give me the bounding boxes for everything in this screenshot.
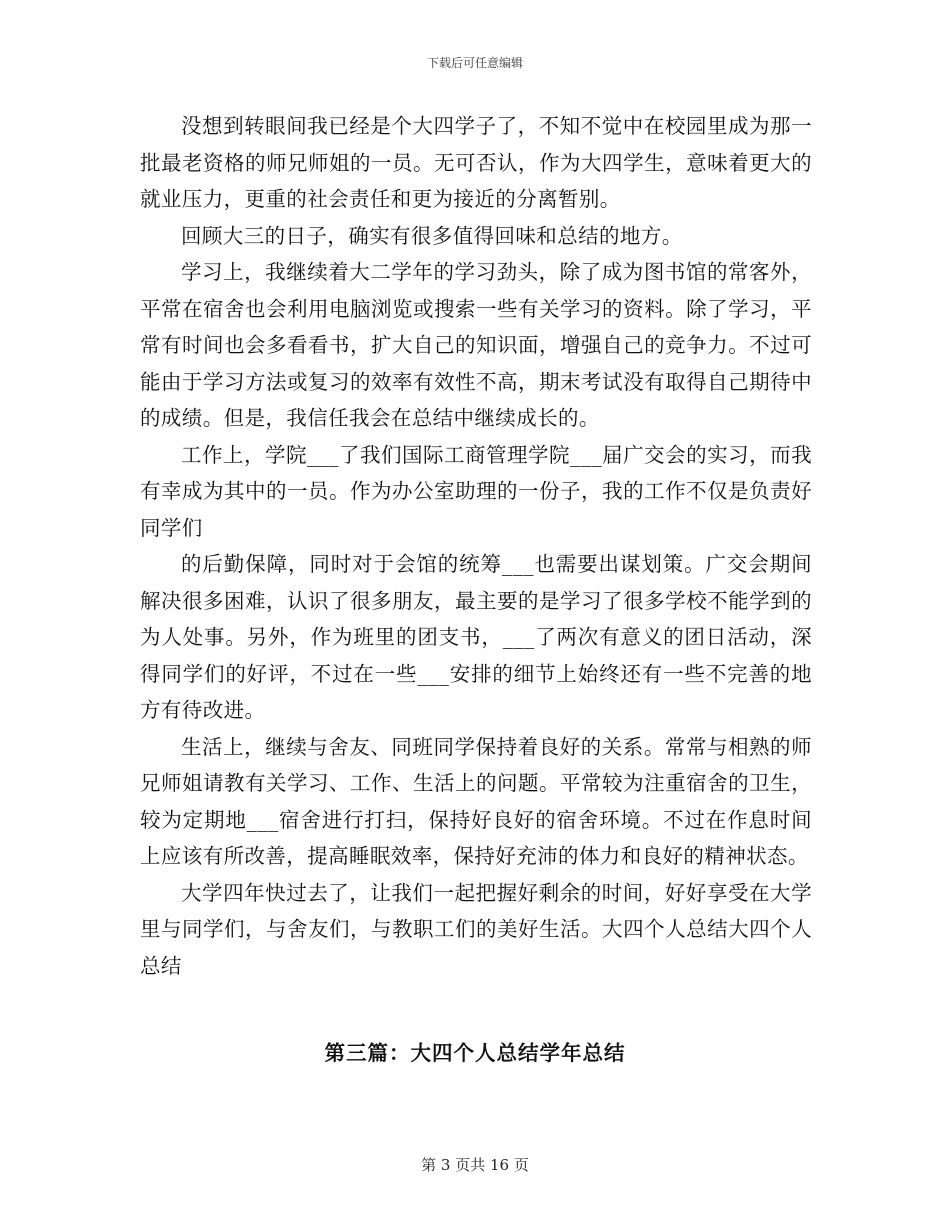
section-title: 第三篇：大四个人总结学年总结 <box>324 1041 626 1065</box>
paragraph-intro: 没想到转眼间我已经是个大四学子了，不知不觉中在校园里成为那一批最老资格的师兄师姐的一员。无可否认，作为大四学生，意味着更大的就业压力，更重的社会责任和更为接近的分离暂别。 <box>140 114 812 211</box>
paragraph-study: 学习上，我继续着大二学年的学习劲头，除了成为图书馆的常客外，平常在宿舍也会利用电脑浏览或搜索一些有关学习的资料。除了学习，平常有时间也会多看看书，扩大自己的知识面，增强自己的竞争力。不过可能由于学习方法或复习的效率有效性不高，期末考试没有取得自己期待中的成绩。但是，我信任我会在总结中继续成长的。 <box>140 260 812 430</box>
paragraph-closing: 大学四年快过去了，让我们一起把握好剩余的时间，好好享受在大学里与同学们，与舍友们，与教职工们的美好生活。大四个人总结大四个人总结 <box>140 880 812 978</box>
page-number: 第 3 页共 16 页 <box>421 1156 529 1174</box>
page-header: 下载后可任意编辑 <box>426 56 523 70</box>
document-body <box>140 108 812 984</box>
paragraph-life: 生活上，继续与舍友、同班同学保持着良好的关系。常常与相熟的师兄师姐请教有关学习、工作、生活上的问题。平常较为注重宿舍的卫生，较为定期地___宿舍进行打扫，保持好良好的宿舍环境。不过在作息时间上应该有所改善，提高睡眠效率，保持好充沛的体力和良好的精神状态。 <box>140 734 812 868</box>
paragraph-work: 工作上，学院___了我们国际工商管理学院___届广交会的实习，而我有幸成为其中的一员。作为办公室助理的一份子，我的工作不仅是负责好同学们 <box>140 442 812 540</box>
paragraph-work-continued: 的后勤保障，同时对于会馆的统筹___也需要出谋划策。广交会期间解决很多困难，认识了很多朋友，最主要的是学习了很多学校不能学到的为人处事。另外，作为班里的团支书，___了两次有意义的团日活动，深得同学们的好评，不过在一些___安排的细节上始终还有一些不完善的地方有待改进。 <box>140 552 812 722</box>
paragraph-review: 回顾大三的日子，确实有很多值得回味和总结的地方。 <box>181 223 683 248</box>
